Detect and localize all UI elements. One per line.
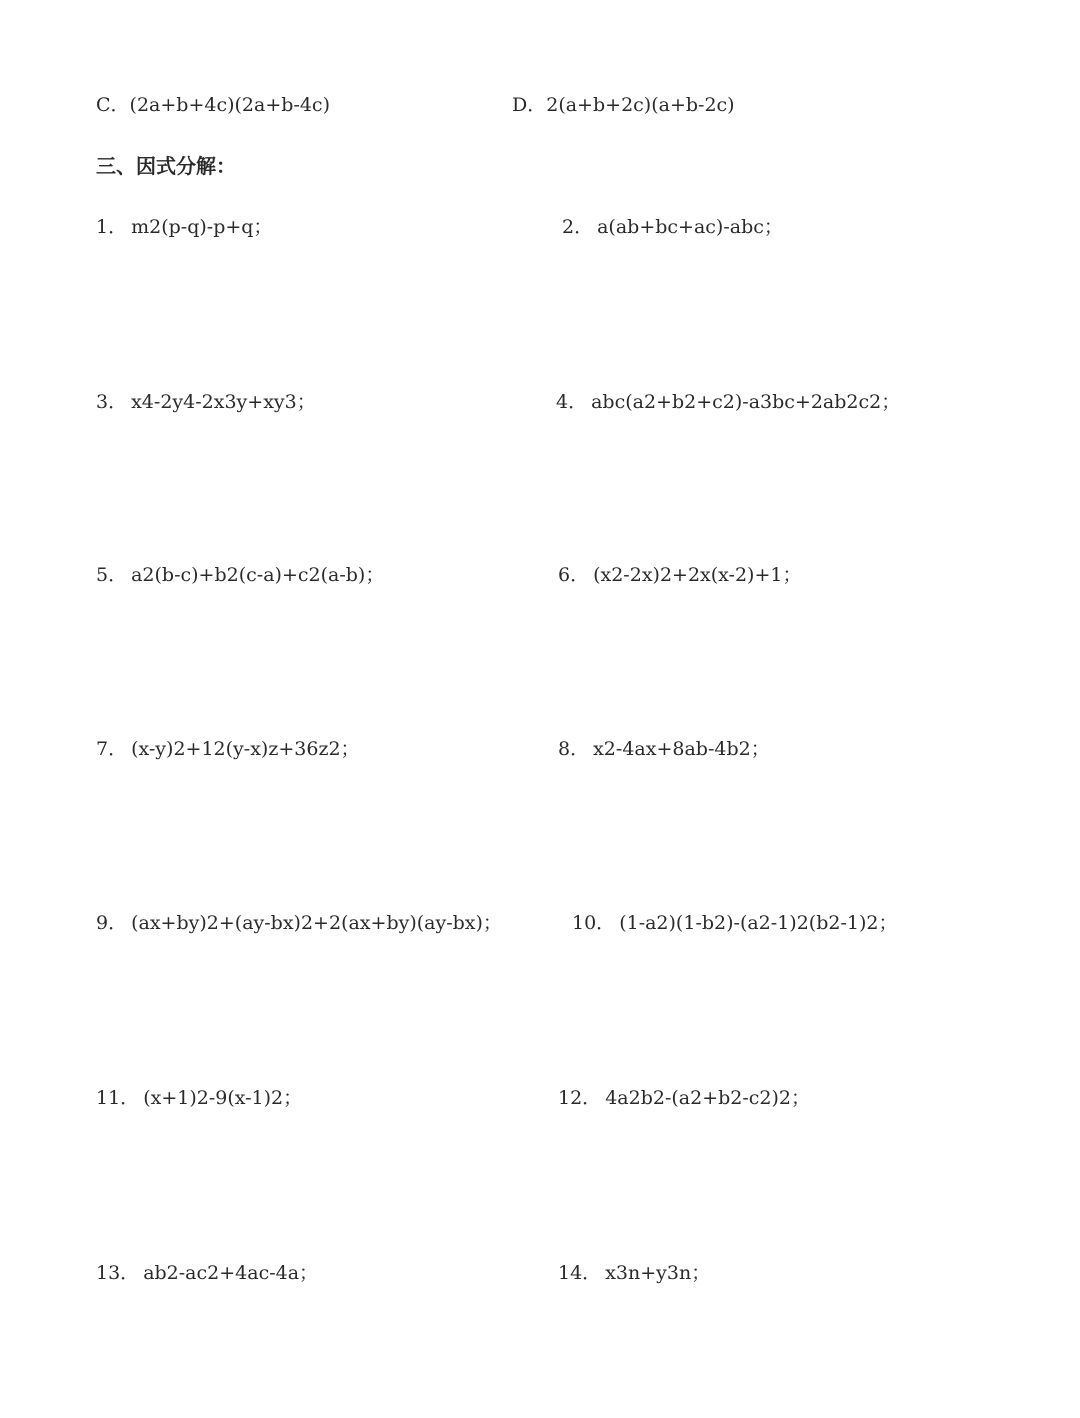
problem-number: 7． xyxy=(96,738,128,760)
problem-expression: x3n+y3n； xyxy=(605,1262,711,1284)
problem-number: 14． xyxy=(558,1262,602,1284)
option-d: D．2(a+b+2c)(a+b-2c) xyxy=(512,94,735,116)
problem-number: 13． xyxy=(96,1262,140,1284)
problem-14 xyxy=(558,1261,710,1285)
problem-12 xyxy=(558,1086,810,1110)
problem-6 xyxy=(558,563,801,587)
problem-number: 2． xyxy=(562,216,594,238)
problem-expression: x4-2y4-2x3y+xy3； xyxy=(131,391,316,413)
problem-number: 4． xyxy=(556,391,588,413)
problem-expression: (1-a2)(1-b2)-(a2-1)2(b2-1)2； xyxy=(619,912,898,934)
problem-expression: x2-4ax+8ab-4b2； xyxy=(593,738,770,760)
problem-expression: (x+1)2-9(x-1)2； xyxy=(143,1087,303,1109)
option-c: C．(2a+b+4c)(2a+b-4c) xyxy=(96,94,330,116)
problem-number: 10． xyxy=(572,912,616,934)
problem-expression: (x2-2x)2+2x(x-2)+1； xyxy=(593,564,802,586)
problem-expression: ab2-ac2+4ac-4a； xyxy=(143,1262,319,1284)
problem-number: 1． xyxy=(96,216,128,238)
problem-7 xyxy=(96,737,360,761)
problem-expression: abc(a2+b2+c2)-a3bc+2ab2c2； xyxy=(591,391,901,413)
problem-4 xyxy=(556,390,900,414)
problem-11 xyxy=(96,1086,302,1110)
problem-1 xyxy=(96,215,272,239)
problem-2 xyxy=(562,215,783,239)
problem-number: 6． xyxy=(558,564,590,586)
problem-expression: m2(p-q)-p+q； xyxy=(131,216,273,238)
problem-expression: (x-y)2+12(y-x)z+36z2； xyxy=(131,738,360,760)
section-heading: 三、因式分解： xyxy=(96,154,236,178)
problem-number: 9． xyxy=(96,912,128,934)
problem-9 xyxy=(96,911,502,935)
problem-expression: a2(b-c)+b2(c-a)+c2(a-b)； xyxy=(131,564,385,586)
problem-number: 3． xyxy=(96,391,128,413)
problem-expression: a(ab+bc+ac)-abc； xyxy=(597,216,783,238)
problem-number: 12． xyxy=(558,1087,602,1109)
problem-3 xyxy=(96,390,316,414)
problem-number: 11． xyxy=(96,1087,140,1109)
problem-number: 8． xyxy=(558,738,590,760)
problem-number: 5． xyxy=(96,564,128,586)
problem-expression: 4a2b2-(a2+b2-c2)2； xyxy=(605,1087,811,1109)
problem-13 xyxy=(96,1261,318,1285)
problem-5 xyxy=(96,563,384,587)
problem-10 xyxy=(572,911,897,935)
problem-8 xyxy=(558,737,770,761)
problem-expression: (ax+by)2+(ay-bx)2+2(ax+by)(ay-bx)； xyxy=(131,912,502,934)
